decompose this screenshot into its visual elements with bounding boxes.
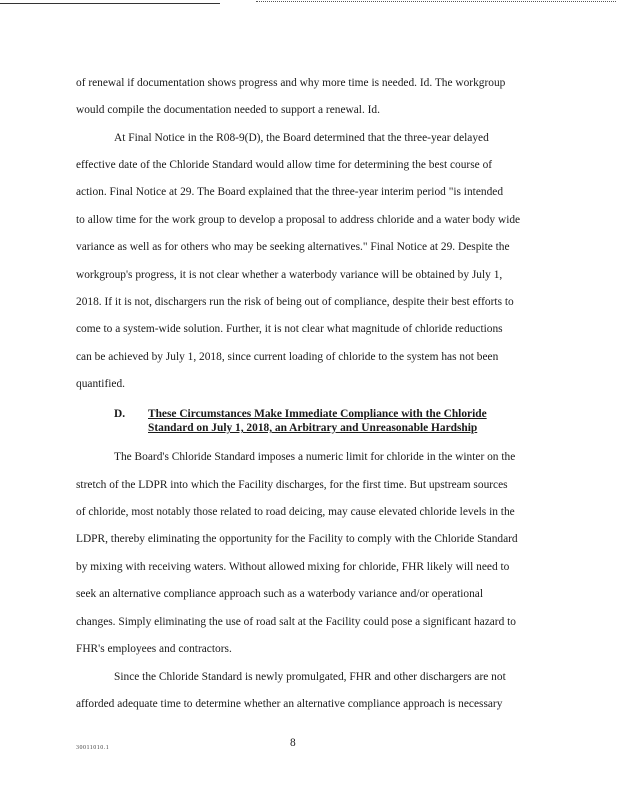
body-line: seek an alternative compliance approach such as a waterbody variance and/or operational — [76, 588, 484, 600]
body-line: by mixing with receiving waters. Without allowed mixing for chloride, FHR likely will need to — [76, 561, 510, 573]
body-line: LDPR, thereby eliminating the opportunity for the Facility to comply with the Chloride Standard — [76, 533, 518, 545]
body-line: afforded adequate time to determine whether an alternative compliance approach is necessary — [76, 698, 503, 710]
body-line: FHR's employees and contractors. — [76, 643, 232, 655]
body-line: of renewal if documentation shows progress and why more time is needed. Id. The workgroup — [76, 77, 506, 89]
body-line: The Board's Chloride Standard imposes a numeric limit for chloride in the winter on the — [114, 451, 516, 463]
page-number: 8 — [290, 737, 296, 749]
section-heading-line-2: Standard on July 1, 2018, an Arbitrary and Unreasonable Hardship — [148, 422, 478, 434]
body-line: quantified. — [76, 378, 126, 390]
body-line: stretch of the LDPR into which the Facility discharges, for the first time. But upstream sources — [76, 479, 508, 491]
body-line: Since the Chloride Standard is newly promulgated, FHR and other dischargers are not — [114, 671, 506, 683]
body-line: workgroup's progress, it is not clear whether a waterbody variance will be obtained by July 1, — [76, 269, 503, 281]
footer-doc-code: 30011010.1 — [76, 745, 110, 751]
body-line: changes. Simply eliminating the use of road salt at the Facility could pose a significant hazard to — [76, 616, 517, 628]
body-line: of chloride, most notably those related to road deicing, may cause elevated chloride levels in the — [76, 506, 515, 518]
body-line: At Final Notice in the R08-9(D), the Board determined that the three-year delayed — [114, 132, 489, 144]
section-label: D. — [114, 408, 126, 420]
body-line: action. Final Notice at 29. The Board explained that the three-year interim period "is intended — [76, 186, 504, 198]
body-line: effective date of the Chloride Standard would allow time for determining the best course of — [76, 159, 493, 171]
scan-artifact-line — [0, 3, 220, 4]
body-line: 2018. If it is not, dischargers run the risk of being out of compliance, despite their best efforts to — [76, 296, 514, 308]
scan-artifact-dots — [256, 1, 616, 5]
section-heading-line-1: These Circumstances Make Immediate Compliance with the Chloride — [148, 408, 487, 420]
body-line: come to a system-wide solution. Further, it is not clear what magnitude of chloride reductions — [76, 323, 503, 335]
body-line: to allow time for the work group to develop a proposal to address chloride and a water body wide — [76, 214, 521, 226]
body-line: would compile the documentation needed to support a renewal. Id. — [76, 104, 380, 116]
body-line: variance as well as for others who may be seeking alternatives." Final Notice at 29. Despite the — [76, 241, 510, 253]
body-line: can be achieved by July 1, 2018, since current loading of chloride to the system has not been — [76, 351, 499, 363]
